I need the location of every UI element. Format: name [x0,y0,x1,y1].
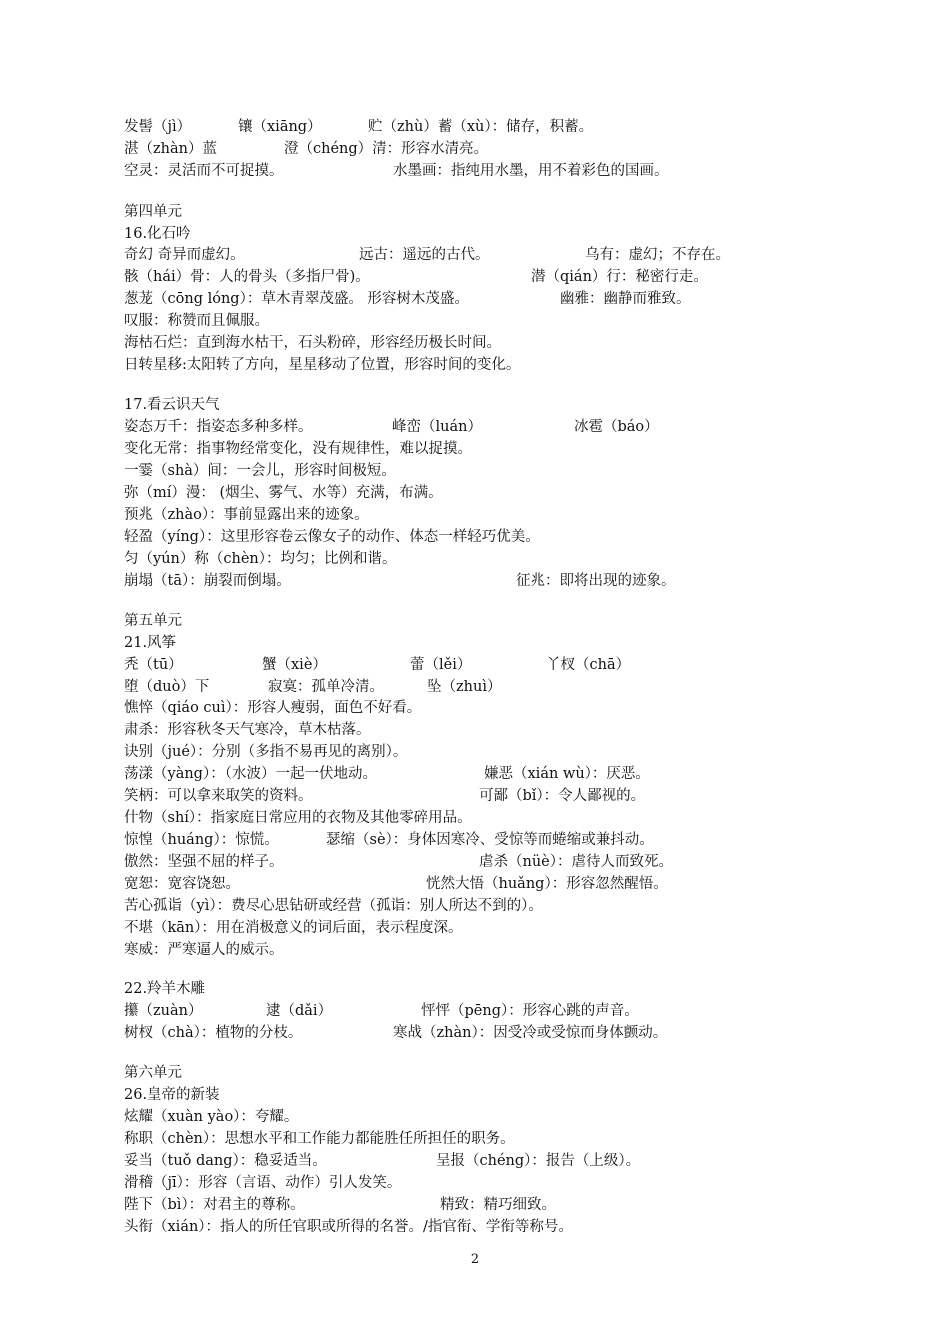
text-segment: 21.风筝 [124,635,177,651]
text-segment: 26.皇帝的新装 [124,1087,220,1103]
text-line [0,719,950,741]
text-segment: 精致：精巧细致。 [440,1197,556,1213]
text-segment: 蕾（lěi） [410,657,472,673]
text-segment: 骸（hái）骨：人的骨头（多指尸骨)。 [124,269,370,285]
text-line [0,394,950,416]
text-line [0,763,950,785]
text-segment: 肃杀：形容秋冬天气寒冷，草木枯落。 [124,722,371,738]
text-line [0,1022,950,1044]
text-line [0,807,950,829]
text-segment: 姿态万千：指姿态多种多样。 [124,419,313,435]
text-line [0,460,950,482]
text-line [0,332,950,354]
text-line [0,654,950,676]
text-segment: 蟹（xiè） [262,657,327,673]
text-line [0,288,950,310]
text-line [0,632,950,654]
text-segment: 贮（zhù）蓄（xù）：储存，积蓄。 [368,119,594,135]
text-line [0,917,950,939]
text-line [0,116,950,138]
text-segment: 轻盈（yíng）：这里形容卷云像女子的动作、体态一样轻巧优美。 [124,529,540,545]
text-line [0,1128,950,1150]
text-segment: 潜（qián）行：秘密行走。 [531,269,708,285]
text-line [0,676,950,698]
text-segment: 第六单元 [124,1065,182,1081]
text-line [0,354,950,376]
text-line [0,741,950,763]
text-segment: 恍然大悟（huǎng）：形容忽然醒悟。 [426,876,668,892]
text-line [0,570,950,592]
text-line [0,526,950,548]
text-segment: 笑柄：可以拿来取笑的资料。 [124,788,313,804]
text-line [0,310,950,332]
text-segment: 呈报（chéng）：报告（上级）。 [436,1153,641,1169]
text-segment: 澄（chéng）清：形容水清亮。 [284,141,489,157]
text-segment: 秃（tū） [124,657,183,673]
text-line [0,482,950,504]
text-segment: 荡漾（yàng）：（水波）一起一伏地动。 [124,766,377,782]
text-line [0,416,950,438]
text-segment: 变化无常：指事物经常变化，没有规律性，难以捉摸。 [124,441,472,457]
text-segment: 一霎（shà）间：一会儿，形容时间极短。 [124,463,396,479]
text-line [0,201,950,223]
text-line [0,244,950,266]
page-number: 2 [470,1252,480,1267]
text-line [0,138,950,160]
text-segment: 空灵：灵活而不可捉摸。 [124,163,284,179]
text-line [0,1106,950,1128]
text-line [0,223,950,245]
text-segment: 可鄙（bǐ）：令人鄙视的。 [479,788,646,804]
text-segment: 水墨画：指纯用水墨，用不着彩色的国画。 [393,163,669,179]
text-segment: 22.羚羊木雕 [124,981,206,997]
text-segment: 奇幻 奇异而虚幻。 [124,247,245,263]
text-segment: 苦心孤诣（yì）：费尽心思钻研或经营（孤诣：别人所达不到的）。 [124,898,543,914]
text-segment: 镶（xiāng） [238,119,322,135]
text-segment: 第四单元 [124,204,182,220]
text-segment: 称职（chèn）：思想水平和工作能力都能胜任所担任的职务。 [124,1131,515,1147]
text-segment: 树杈（chà）：植物的分枝。 [124,1025,303,1041]
text-segment: 嫌恶（xián wù）：厌恶。 [484,766,650,782]
text-line [0,1194,950,1216]
text-line [0,1062,950,1084]
text-segment: 陛下（bì）：对君主的尊称。 [124,1197,305,1213]
text-segment: 日转星移:太阳转了方向，星星移动了位置，形容时间的变化。 [124,357,521,373]
text-segment: 17.看云识天气 [124,397,220,413]
text-line [0,851,950,873]
text-segment: 葱茏（cōng lóng）：草木青翠茂盛。 形容树木茂盛。 [124,291,469,307]
text-segment: 弥（mí）漫： (烟尘、雾气、水等）充满，布满。 [124,485,443,501]
text-segment: 堕（duò）下 [124,679,210,695]
text-segment: 乌有：虚幻；不存在。 [585,247,730,263]
text-segment: 崩塌（tā）：崩裂而倒塌。 [124,573,291,589]
text-line [0,1216,950,1238]
text-line [0,785,950,807]
text-line [0,1084,950,1106]
text-segment: 寒威：严寒逼人的威示。 [124,942,284,958]
text-line [0,1000,950,1022]
text-segment: 瑟缩（sè）：身体因寒冷、受惊等而蜷缩或兼抖动。 [326,832,654,848]
text-segment: 炫耀（xuàn yào）：夸耀。 [124,1109,299,1125]
text-segment: 匀（yún）称（chèn）：均匀；比例和谐。 [124,551,397,567]
text-segment: 虐杀（nüè）：虐待人而致死。 [479,854,674,870]
text-segment: 发髻（jì） [124,119,192,135]
text-segment: 峰峦（luán） [392,419,482,435]
text-segment: 傲然：坚强不屈的样子。 [124,854,284,870]
text-segment: 16.化石吟 [124,226,191,242]
text-line [0,1172,950,1194]
text-segment: 怦怦（pēng）：形容心跳的声音。 [421,1003,639,1019]
text-segment: 丫杈（chā） [546,657,631,673]
text-line [0,978,950,1000]
text-segment: 什物（shí）：指家庭日常应用的衣物及其他零碎用品。 [124,810,472,826]
text-line [0,160,950,182]
text-segment: 海枯石烂：直到海水枯干，石头粉碎，形容经历极长时间。 [124,335,501,351]
text-segment: 坠（zhuì） [427,679,502,695]
text-line [0,266,950,288]
text-segment: 幽雅：幽静而雅致。 [560,291,691,307]
text-segment: 滑稽（jī）：形容（言语、动作）引人发笑。 [124,1175,402,1191]
text-segment: 远古：遥远的古代。 [359,247,490,263]
text-line [0,873,950,895]
text-segment: 妥当（tuǒ dang）：稳妥适当。 [124,1153,327,1169]
text-segment: 湛（zhàn）蓝 [124,141,217,157]
text-line [0,548,950,570]
text-line [0,697,950,719]
text-segment: 惊惶（huáng）：惊慌。 [124,832,279,848]
text-segment: 冰雹（báo） [574,419,659,435]
text-segment: 头衔（xián）：指人的所任官职或所得的名誉。/指官衔、学衔等称号。 [124,1219,573,1235]
text-segment: 诀别（jué）：分别（多指不易再见的离别）。 [124,744,408,760]
text-segment: 第五单元 [124,613,182,629]
text-segment: 寂寞：孤单冷清。 [268,679,384,695]
text-line [0,438,950,460]
text-line [0,939,950,961]
text-segment: 征兆：即将出现的迹象。 [516,573,676,589]
text-segment: 憔悴（qiáo cuì）：形容人瘦弱，面色不好看。 [124,700,422,716]
text-line [0,1150,950,1172]
text-line [0,895,950,917]
text-segment: 不堪（kān）：用在消极意义的词后面，表示程度深。 [124,920,463,936]
text-segment: 宽恕：宽容饶恕。 [124,876,240,892]
text-segment: 叹服：称赞而且佩服。 [124,313,269,329]
text-segment: 寒战（zhàn）：因受冷或受惊而身体颤动。 [393,1025,668,1041]
text-segment: 预兆（zhào）：事前显露出来的迹象。 [124,507,369,523]
text-line [0,610,950,632]
text-line [0,829,950,851]
text-segment: 逮（dǎi） [266,1003,333,1019]
text-line [0,504,950,526]
text-segment: 攥（zuàn） [124,1003,203,1019]
